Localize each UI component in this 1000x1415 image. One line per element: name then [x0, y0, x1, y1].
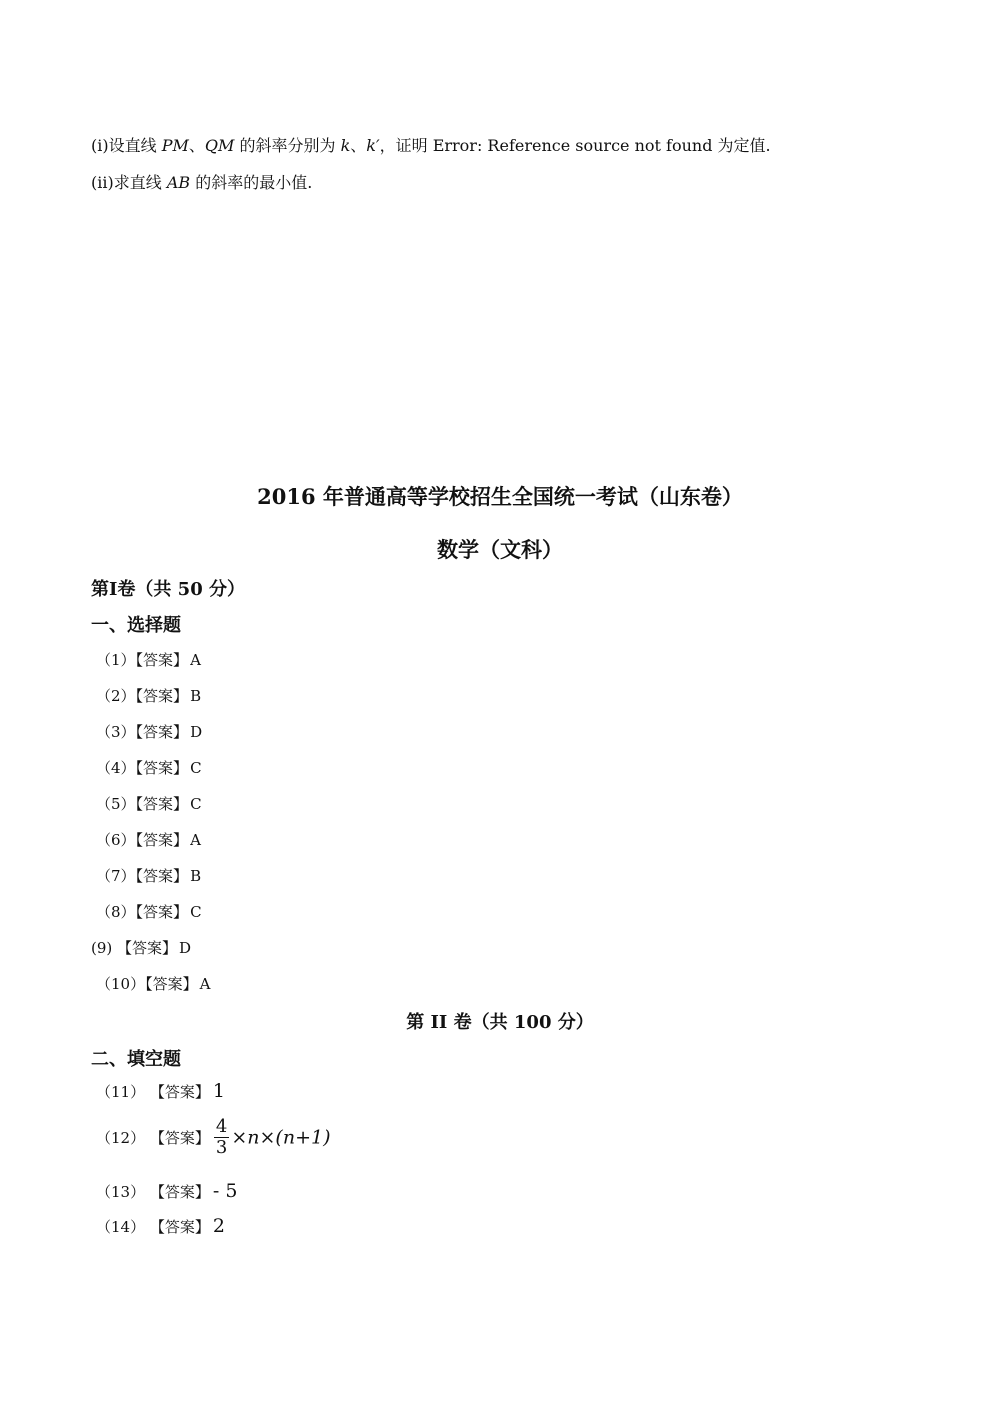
- answer-row-12: （12） 【答案】 $\frac{4}{3}$ ×n×(n+1): [96, 1116, 331, 1158]
- answer-row: （8）【答案】 C: [96, 903, 202, 921]
- section2-heading: 第 II 卷（共 100 分）: [406, 1012, 594, 1033]
- answer-row: (9) 【答案】 D: [91, 939, 192, 957]
- answer-row: （4）【答案】 C: [96, 759, 202, 777]
- answer-row-13: （13） 【答案】 - 5: [96, 1180, 238, 1202]
- answer-row: （10）【答案】 A: [96, 975, 211, 993]
- answer-row: （2）【答案】 B: [96, 687, 202, 705]
- answer-row: （5）【答案】 C: [96, 795, 202, 813]
- section1-heading: 第Ⅰ卷（共 50 分）: [91, 579, 246, 600]
- exam-title: 2016 年普通高等学校招生全国统一考试（山东卷）: [257, 484, 743, 509]
- exam-subtitle: 数学（文科）: [437, 537, 563, 562]
- section1-subheading: 一、选择题: [91, 615, 181, 636]
- answer-row: （6）【答案】 A: [96, 831, 201, 849]
- answer-row-14: （14） 【答案】 2: [96, 1215, 225, 1237]
- answer-row-11: （11） 【答案】 1: [96, 1080, 225, 1102]
- answer-row: （1）【答案】 A: [96, 651, 201, 669]
- problem-part-i: (i)设直线 PM、QM 的斜率分别为 k、k′，证明 Error: Reference source not found 为定值.: [91, 136, 771, 155]
- answer-row: （7）【答案】 B: [96, 867, 202, 885]
- problem-part-ii: (ii)求直线 AB 的斜率的最小值.: [91, 173, 313, 192]
- section2-subheading: 二、填空题: [91, 1049, 181, 1070]
- answer-row: （3）【答案】 D: [96, 723, 203, 741]
- fraction: $\frac{4}{3}$: [215, 1116, 228, 1158]
